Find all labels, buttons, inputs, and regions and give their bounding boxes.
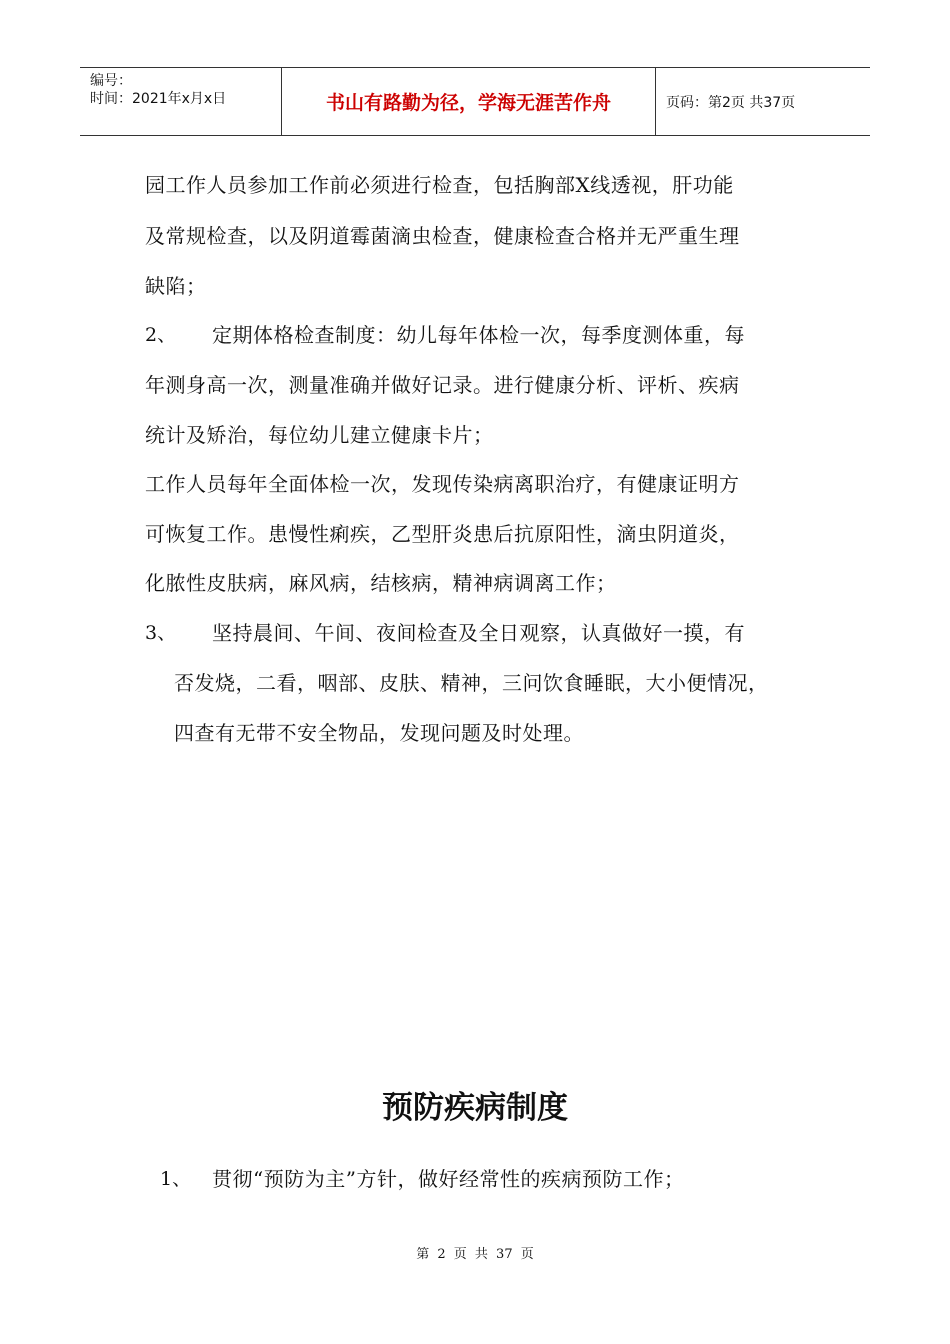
page-footer: 第 2 页 共 37 页 (416, 1247, 534, 1262)
header-meta (80, 68, 282, 135)
code-label: 编号： (90, 73, 132, 89)
body-line: 四查有无带不安全物品，发现问题及时处理。 (174, 721, 584, 745)
header-page-label: 页码：第2页 共37页 (666, 94, 796, 111)
body-line: 否发烧，二看，咽部、皮肤、精神，三问饮食睡眠，大小便情况， (174, 671, 769, 695)
item-number-2: 2、 (145, 324, 177, 346)
section-title: 预防疾病制度 (382, 1090, 568, 1126)
body-line: 年测身高一次，测量准确并做好记录。进行健康分析、评析、疾病 (145, 373, 740, 397)
item-number-3: 3、 (145, 622, 177, 644)
body-line: 可恢复工作。患慢性痢疾，乙型肝炎患后抗原阳性，滴虫阴道炎， (145, 522, 740, 546)
body-line: 统计及矫治，每位幼儿建立健康卡片； (145, 423, 494, 447)
body-line: 坚持晨间、午间、夜间检查及全日观察，认真做好一摸，有 (212, 621, 745, 645)
body-line: 工作人员每年全面体检一次，发现传染病离职治疗，有健康证明方 (145, 472, 740, 496)
page-header (80, 67, 870, 136)
body-line: 及常规检查，以及阴道霉菌滴虫检查，健康检查合格并无严重生理 (145, 224, 740, 248)
body-line: 园工作人员参加工作前必须进行检查，包括胸部X线透视，肝功能 (145, 173, 734, 197)
date-label: 时间：2021年x月x日 (90, 91, 227, 107)
body-line: 化脓性皮肤病，麻风病，结核病，精神病调离工作； (145, 571, 617, 595)
header-motto: 书山有路勤为径，学海无涯苦作舟 (282, 68, 656, 135)
section-item-text: 贯彻“预防为主”方针，做好经常性的疾病预防工作； (212, 1167, 685, 1191)
section-item-number: 1、 (160, 1168, 192, 1190)
body-line: 定期体格检查制度：幼儿每年体检一次，每季度测体重，每 (212, 323, 745, 347)
body-line: 缺陷； (145, 274, 207, 298)
